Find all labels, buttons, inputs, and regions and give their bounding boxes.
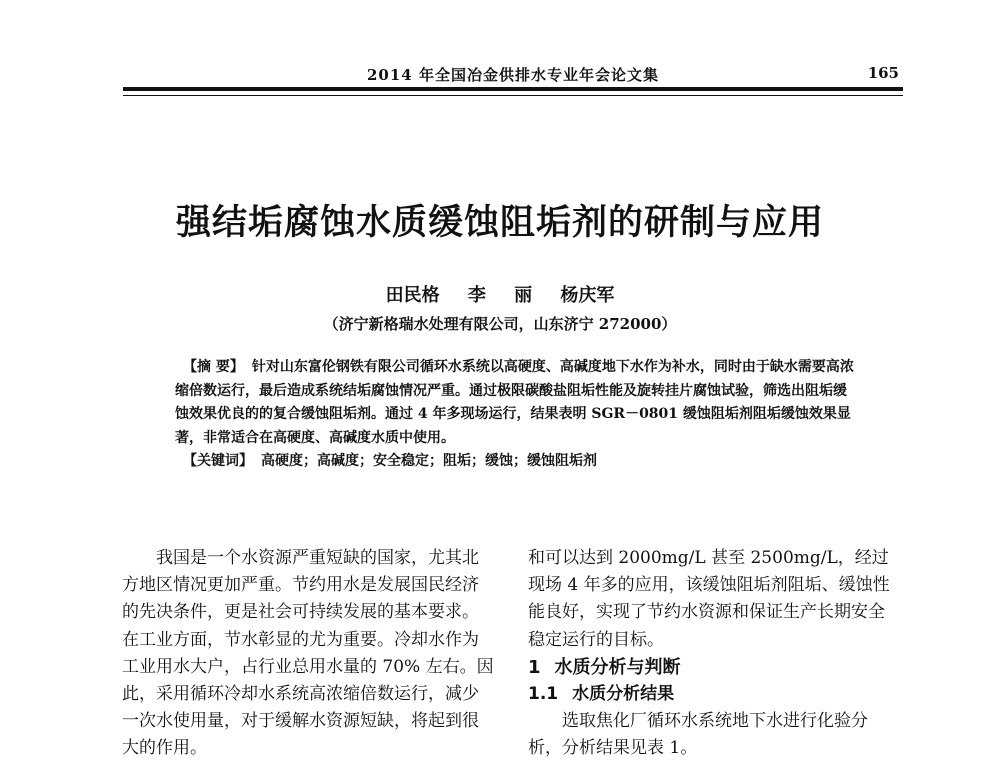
paper-title: 强结垢腐蚀水质缓蚀阻垢剂的研制与应用 bbox=[175, 202, 824, 243]
abstract-paragraph bbox=[175, 356, 855, 450]
intro-paragraph: 我国是一个水资源严重短缺的国家，尤其北方地区情况更加严重。节约用水是发展国民经济的先决条件，更是社会可持续发展的基本要求。在工业方面，节水彰显的尤为重要。冷却水作为工业用水大户，占行业总用水量的 70% 左右。因此，采用循环冷却水系统高浓缩倍数运行，减少一次水使用量，对于缓解水资源短缺，将起到很大的作用。 bbox=[122, 548, 494, 759]
section-title: 水质分析与判断 bbox=[554, 656, 681, 678]
abstract-label: 【摘 要】 bbox=[183, 359, 244, 375]
header-rule-thin bbox=[123, 95, 903, 96]
continued-paragraph: 和可以达到 2000mg/L 甚至 2500mg/L，经过现场 4 年多的应用，该缓蚀阻垢剂阻垢、缓蚀性能良好，实现了节约水资源和保证生产长期安全稳定运行的目标。 bbox=[528, 548, 890, 650]
abstract-block bbox=[175, 356, 855, 474]
subsection-heading-1-1 bbox=[528, 681, 900, 708]
subsection-paragraph: 选取焦化厂循环水系统地下水进行化验分析，分析结果见表 1。 bbox=[528, 711, 868, 759]
subsection-title: 水质分析结果 bbox=[572, 684, 675, 705]
body-column-right bbox=[528, 545, 900, 763]
section-heading-1 bbox=[528, 654, 900, 681]
journal-title: 2014 年全国冶金供排水专业年会论文集 bbox=[367, 66, 659, 84]
keywords-text: 高硬度；高碱度；安全稳定；阻垢；缓蚀；缓蚀阻垢剂 bbox=[261, 453, 597, 469]
keywords-line bbox=[175, 450, 855, 474]
page-number: 165 bbox=[867, 64, 899, 82]
running-header bbox=[123, 60, 903, 100]
affiliation: （济宁新格瑞水处理有限公司，山东济宁 272000） bbox=[323, 315, 677, 333]
abstract-text: 针对山东富伦钢铁有限公司循环水系统以高硬度、高碱度地下水作为补水，同时由于缺水需要高浓缩倍数运行，最后造成系统结垢腐蚀情况严重。通过极限碳酸盐阻垢性能及旋转挂片腐蚀试验，筛选出阻垢缓蚀效果优良的的复合缓蚀阻垢剂。通过 4 年多现场运行，结果表明 SGR－0801 缓蚀阻垢剂阻垢缓蚀效果显著，非常适合在高硬度、高碱度水质中使用。 bbox=[175, 359, 854, 446]
keywords-label: 【关键词】 bbox=[183, 453, 253, 469]
subsection-number: 1.1 bbox=[528, 684, 559, 705]
authors: 田民格 李 丽 杨庆军 bbox=[385, 285, 615, 306]
header-rule-thick bbox=[123, 87, 903, 91]
section-number: 1 bbox=[528, 656, 541, 678]
body-column-left bbox=[122, 545, 494, 763]
